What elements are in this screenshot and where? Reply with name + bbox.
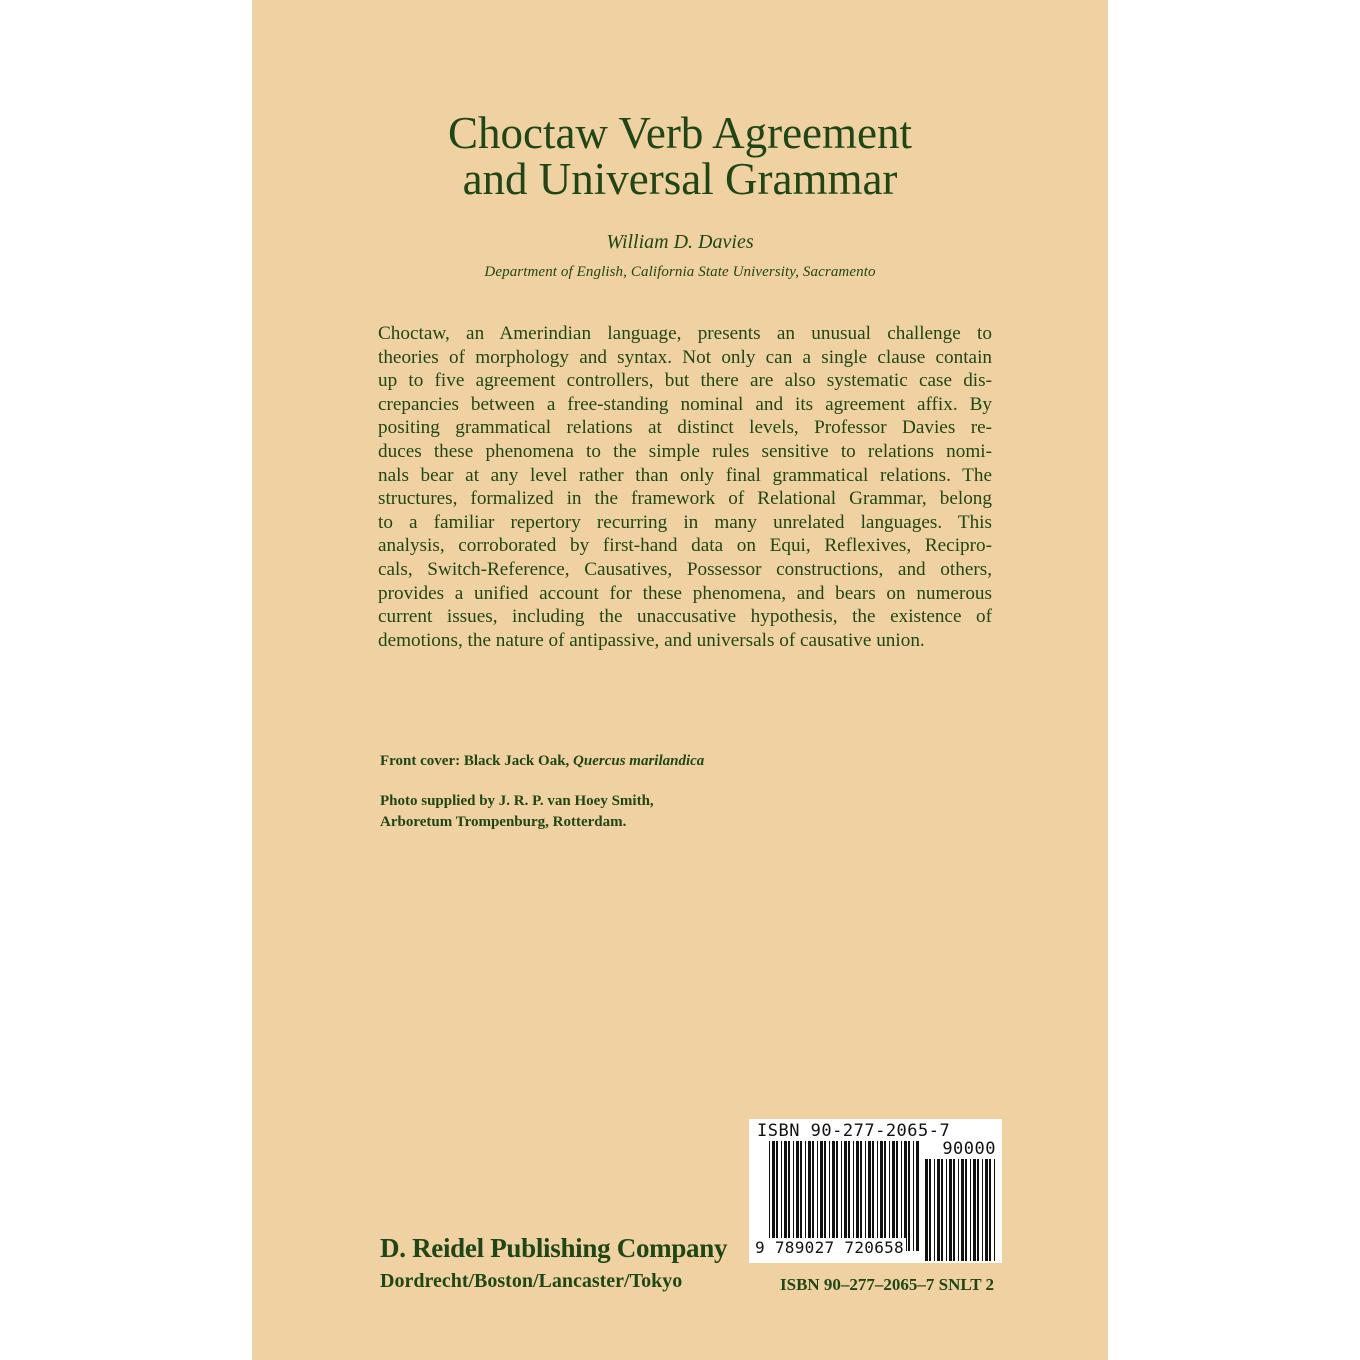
species-name: Quercus marilandica (573, 753, 705, 769)
barcode-bar (965, 1159, 967, 1261)
author-affiliation: Department of English, California State University, Sacramento (484, 264, 876, 280)
photo-credit (380, 791, 654, 833)
photo-credit-line: Photo supplied by J. R. P. van Hoey Smith, (380, 793, 654, 809)
barcode-bar (800, 1141, 802, 1251)
description-line: provides a unified account for these phenomena, and bears on numerous (378, 582, 992, 604)
barcode-bar (793, 1141, 794, 1251)
description-line: analysis, corroborated by first-hand data on Equi, Reflexives, Recipro- (378, 535, 992, 557)
back-cover (252, 0, 1108, 1360)
isbn-footer: ISBN 90–277–2065–7 SNLT 2 (780, 1275, 994, 1294)
barcode-bar (982, 1159, 983, 1261)
barcode-bar (946, 1159, 947, 1261)
barcode-bar (953, 1159, 955, 1261)
description-line: nals bear at any level rather than only final grammatical relations. The (378, 464, 992, 486)
barcode-bar (877, 1141, 878, 1251)
description-line: theories of morphology and syntax. Not only can a single clause contain (378, 346, 992, 368)
barcode-bar (820, 1141, 823, 1251)
book-description (378, 322, 992, 652)
barcode-bar (892, 1141, 895, 1251)
description-line: to a familiar repertory recurring in many unrelated languages. This (378, 511, 992, 533)
photo-credit-line: Arboretum Trompenburg, Rotterdam. (380, 814, 627, 830)
description-line: cals, Switch-Reference, Causatives, Possessor constructions, and others, (378, 558, 992, 580)
barcode-bar (970, 1159, 971, 1261)
barcode-bar (836, 1141, 838, 1251)
barcode-bar (908, 1141, 910, 1251)
author-name: William D. Davies (606, 231, 754, 253)
barcode-bar (841, 1141, 842, 1251)
barcode-bar (884, 1141, 886, 1251)
description-line: current issues, including the unaccusative hypothesis, the existence of (378, 606, 992, 628)
barcode-bar (937, 1159, 940, 1261)
description-line: duces these phenomena to the simple rules sensitive to relations nomi- (378, 440, 992, 462)
front-cover-label: Front cover: Black Jack Oak, (380, 753, 574, 769)
barcode-bar (994, 1159, 995, 1261)
barcode-bar (934, 1159, 935, 1261)
book-title-line-2: and Universal Grammar (462, 154, 898, 204)
barcode-bar (805, 1141, 806, 1251)
book-title-line-1: Choctaw Verb Agreement (447, 108, 913, 158)
barcode-addon-digits: 90000 (942, 1139, 996, 1159)
barcode-bar (977, 1159, 979, 1261)
barcode-bar (796, 1141, 799, 1251)
publisher-name: D. Reidel Publishing Company (380, 1233, 728, 1263)
barcode-bar (853, 1141, 854, 1251)
barcode (749, 1119, 1002, 1263)
barcode-bar (860, 1141, 862, 1251)
barcode-bar (848, 1141, 850, 1251)
barcode-bar (904, 1141, 907, 1251)
barcode-bar (941, 1159, 943, 1261)
barcode-bar (844, 1141, 847, 1251)
description-line: up to five agreement controllers, but there are also systematic case dis- (378, 370, 992, 392)
barcode-bar (856, 1141, 859, 1251)
barcode-ean-digits: 9 789027 720658 (755, 1238, 904, 1257)
barcode-bar (916, 1141, 919, 1251)
barcode-bar (772, 1141, 775, 1251)
description-line: structures, formalized in the framework of Relational Grammar, belong (378, 488, 992, 510)
barcode-bar (812, 1141, 814, 1251)
barcode-bar (901, 1141, 902, 1251)
front-cover-credit (380, 751, 704, 772)
barcode-bar (769, 1141, 770, 1251)
barcode-bar (808, 1141, 811, 1251)
description-line: positing grammatical relations at distinct levels, Professor Davies re- (378, 417, 992, 439)
barcode-bar (961, 1159, 964, 1261)
barcode-bar (788, 1141, 790, 1251)
description-line: demotions, the nature of antipassive, and universals of causative union. (378, 629, 925, 651)
barcode-bar (958, 1159, 959, 1261)
barcode-bar (889, 1141, 890, 1251)
barcode-bar (913, 1141, 914, 1251)
barcode-bar (872, 1141, 874, 1251)
barcode-bar (865, 1141, 866, 1251)
barcode-bar (817, 1141, 818, 1251)
publisher-cities: Dordrecht/Boston/Lancaster/Tokyo (380, 1270, 683, 1292)
description-line: Choctaw, an Amerindian language, presents an unusual challenge to (378, 323, 992, 344)
barcode-bar (973, 1159, 976, 1261)
barcode-bar (985, 1159, 988, 1261)
barcode-bar (989, 1159, 991, 1261)
barcode-bar (929, 1159, 931, 1261)
barcode-bar (784, 1141, 787, 1251)
barcode-bar (824, 1141, 826, 1251)
barcode-bar (776, 1141, 778, 1251)
barcode-bar (880, 1141, 883, 1251)
barcode-bar (868, 1141, 871, 1251)
barcode-bar (829, 1141, 830, 1251)
barcode-bar (896, 1141, 898, 1251)
barcode-bar (781, 1141, 782, 1251)
barcode-bar (949, 1159, 952, 1261)
description-line: crepancies between a free-standing nominal and its agreement affix. By (378, 393, 992, 415)
barcode-isbn-text: ISBN 90-277-2065-7 (757, 1121, 951, 1141)
barcode-bar (925, 1159, 928, 1261)
barcode-bar (832, 1141, 835, 1251)
